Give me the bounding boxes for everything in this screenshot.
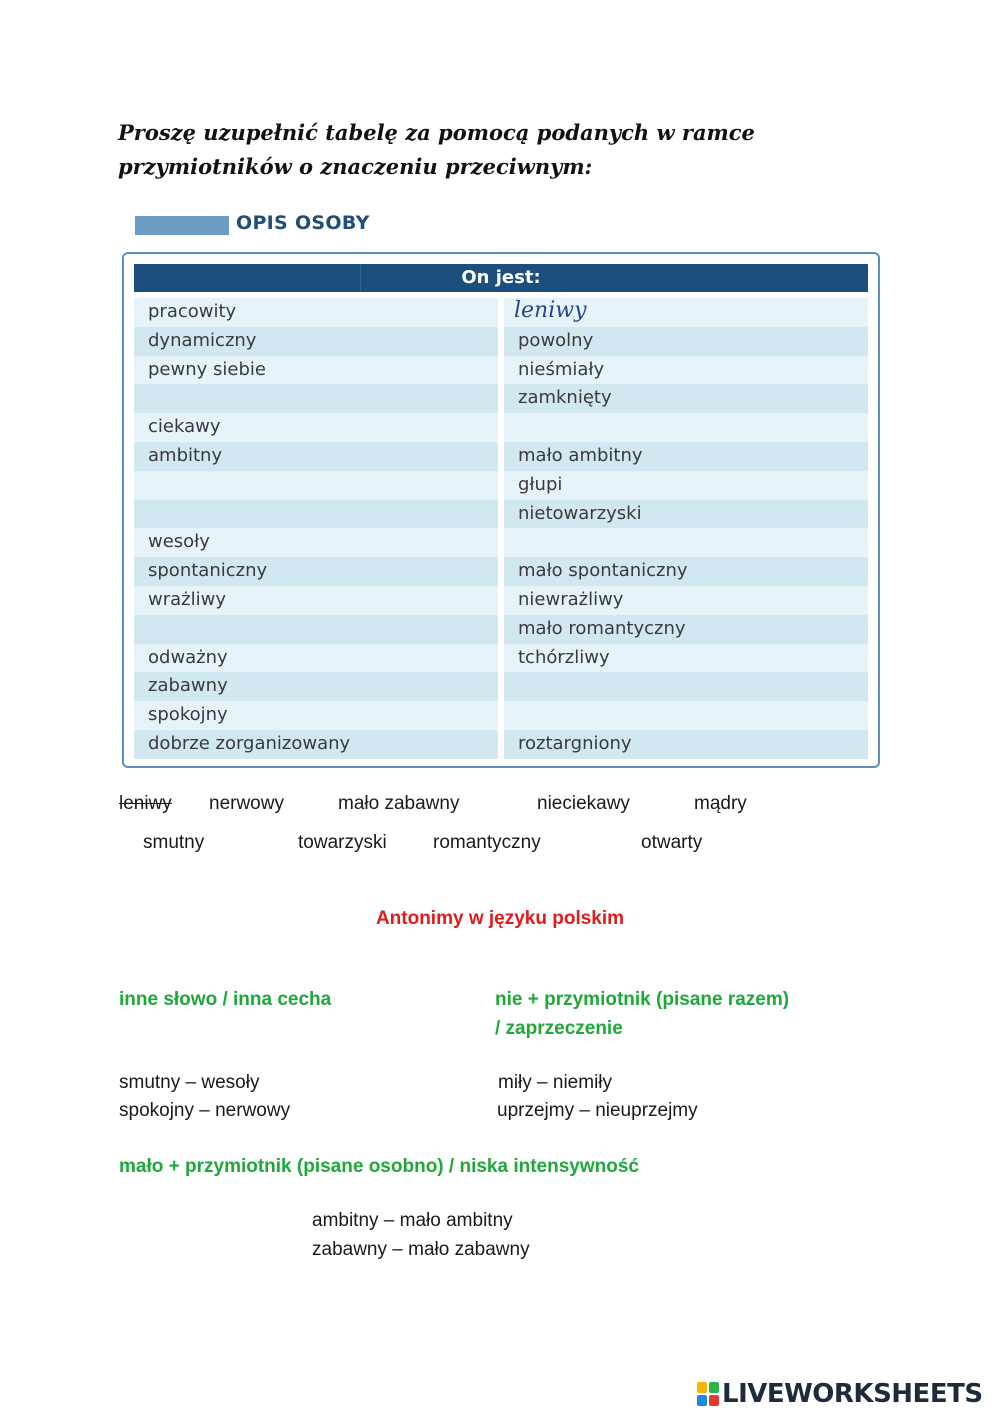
antonym-text: tchórzliwy [518,646,610,668]
antonym-text: leniwy [514,298,587,323]
antonym-text: powolny [518,329,594,351]
table-cell-right [504,528,868,557]
adjective-text: pracowity [148,301,237,322]
table-row [134,615,868,644]
table-cell-left [134,528,498,557]
word-bank-item: romantyczny [433,832,541,853]
table-row [134,701,868,730]
table-header-label: On jest: [461,267,541,288]
instruction-text: Proszę uzupełnić tabelę za pomocą podanych w ramce przymiotników o znaczeniu przeciwnym: [118,120,755,179]
adjective-text: zabawny [148,675,228,697]
word-bank-item: smutny [143,832,205,853]
table-cell-right [504,413,868,442]
example-left-1: smutny – wesoły [119,1072,260,1093]
table-row [134,586,868,615]
table-row [134,327,868,356]
adjective-text: ciekawy [148,416,221,438]
table-cell-right [504,327,868,356]
table-cell-right [504,442,868,471]
table-cell-left [134,298,498,327]
table-cell-right [504,701,868,730]
category-malo: mało + przymiotnik (pisane osobno) / niska intensywność [119,1156,639,1177]
word-bank-item: mało zabawny [338,793,460,814]
logo-mark-icon [697,1382,719,1406]
table-cell-right [504,557,868,586]
antonym-text: nietowarzyski [518,502,642,524]
adjective-text: wrażliwy [148,589,226,610]
adjective-text: wesoły [148,531,210,553]
adjective-text: spokojny [148,704,228,726]
table-cell-left [134,701,498,730]
table-cell-left [134,730,498,759]
table-row [134,730,868,759]
word-bank-item: otwarty [641,832,703,853]
table-cell-left [134,500,498,529]
table-cell-left [134,356,498,385]
table-cell-left [134,413,498,442]
table-cell-left [134,442,498,471]
antonym-text: głupi [518,473,563,495]
antonym-text: mało spontaniczny [518,560,688,582]
category-other-word: inne słowo / inna cecha [119,989,332,1010]
example-malo-2: zabawny – mało zabawny [312,1239,530,1260]
word-bank-item: mądry [694,793,747,814]
word-bank-item: leniwy [119,793,172,814]
liveworksheets-logo [697,1379,983,1409]
table-row [134,557,868,586]
section-title: OPIS OSOBY [236,212,370,234]
table-cell-left [134,644,498,673]
example-right-1: miły – niemiły [498,1072,613,1093]
table-cell-right [504,356,868,385]
table-row [134,384,868,413]
table-cell-right [504,298,868,327]
antonym-text: zamknięty [518,387,612,409]
adjective-text: ambitny [148,445,223,466]
table-cell-left [134,615,498,644]
table-cell-left [134,327,498,356]
antonym-text: roztargniony [518,733,632,754]
table-cell-right [504,586,868,615]
antonym-text: niewrażliwy [518,589,624,610]
example-left-2: spokojny – nerwowy [119,1100,291,1121]
word-bank-item: towarzyski [298,832,387,853]
adjective-text: dynamiczny [148,329,257,351]
category-nie: nie + przymiotnik (pisane razem) / zaprzeczenie [495,989,790,1039]
word-bank-item: nerwowy [209,793,284,814]
logo-text: LIVEWORKSHEETS [722,1379,983,1409]
antonyms-title: Antonimy w języku polskim [375,908,625,929]
table-row [134,298,868,327]
adjective-text: odważny [148,646,228,668]
table-row [134,356,868,385]
table-cell-right [504,672,868,701]
table-row [134,644,868,673]
table-cell-left [134,384,498,413]
section-accent-bar [135,216,229,235]
table-cell-right [504,644,868,673]
adjective-text: pewny siebie [148,358,266,380]
antonym-text: nieśmiały [518,358,605,380]
table-cell-right [504,615,868,644]
table-row [134,471,868,500]
table-row [134,500,868,529]
table-row [134,528,868,557]
adjective-text: dobrze zorganizowany [148,733,351,754]
example-malo-1: ambitny – mało ambitny [312,1210,513,1231]
table-cell-left [134,471,498,500]
table-row [134,442,868,471]
antonym-text: mało romantyczny [518,617,686,639]
table-cell-left [134,672,498,701]
word-bank-item: nieciekawy [537,793,630,814]
table-cell-right [504,500,868,529]
table-cell-left [134,586,498,615]
table-cell-right [504,730,868,759]
table-cell-right [504,471,868,500]
example-right-2: uprzejmy – nieuprzejmy [497,1100,698,1121]
table-header [134,264,868,292]
antonym-text: mało ambitny [518,445,643,466]
adjective-text: spontaniczny [148,560,268,582]
table-row [134,672,868,701]
table-cell-right [504,384,868,413]
table-row [134,413,868,442]
table-cell-left [134,557,498,586]
